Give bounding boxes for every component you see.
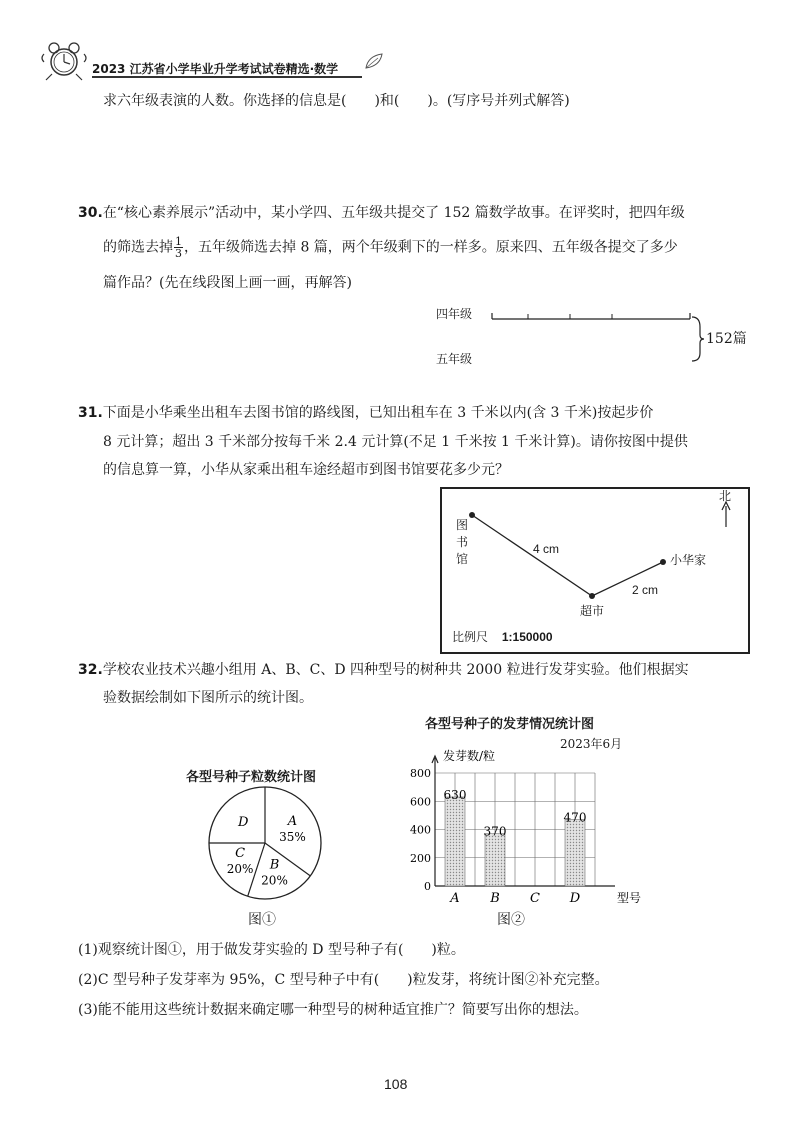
pie-chart — [200, 785, 330, 905]
map-scale-label: 比例尺 — [452, 630, 489, 644]
bar-ytick-label: 200 — [410, 851, 431, 865]
page-number: 108 — [384, 1076, 408, 1092]
total-label: 152篇 — [706, 331, 747, 347]
alarm-clock-icon — [38, 40, 90, 82]
bar-category-label-d: D — [569, 891, 581, 906]
map-distance-library: 4 cm — [533, 542, 560, 556]
bar-category-label-b: B — [490, 891, 500, 906]
segment-diagram — [490, 305, 705, 365]
fraction-one-third: $\frac{1}{3}$ — [175, 235, 182, 260]
q32-line1: 学校农业技术兴趣小组用 A、B、C、D 四种型号的树种共 2000 粒进行发芽实验。他们根据实 — [102, 662, 689, 678]
q32-sub1: (1)观察统计图①，用于做发芽实验的 D 型号种子有( )粒。 — [78, 942, 465, 958]
q32-sub3: (3)能不能用这些统计数据来确定哪一种型号的树种适宜推广？简要写出你的想法。 — [78, 1002, 588, 1018]
pie-slice-d-label: D — [238, 815, 249, 831]
pie-chart-title: 各型号种子粒数统计图 — [186, 770, 317, 785]
header-title: 江苏省小学毕业升学考试试卷精选·数学 — [129, 62, 339, 76]
header-year: 2023 — [92, 62, 126, 76]
bar-ytick-label: 600 — [410, 795, 431, 809]
pie-chart-caption: 图① — [248, 912, 276, 928]
bar-value-label-a: 630 — [443, 788, 467, 803]
pie-slice-a-percent: 35% — [279, 830, 306, 845]
bar-category-label-a: A — [450, 891, 460, 906]
bar-chart-title: 各型号种子的发芽情况统计图 — [425, 717, 595, 732]
map-north-label: 北 — [719, 489, 732, 503]
label-grade5: 五年级 — [436, 352, 473, 366]
pie-slice-c-percent: 20% — [226, 862, 254, 877]
q30-line2-pre: 的筛选去掉 — [103, 239, 173, 256]
pie-slice-a-label: A — [287, 814, 298, 830]
pie-slice-b-label: B — [269, 857, 280, 873]
leaf-icon — [362, 50, 388, 74]
q31-line2: 8 元计算；超出 3 千米部分按每千米 2.4 元计算(不足 1 千米按 1 千米计算)。请你按图中提供 — [103, 434, 688, 450]
header-rule — [92, 76, 362, 78]
total-brace — [692, 317, 704, 361]
bar-chart-subtitle: 2023年6月 — [560, 737, 623, 751]
q32-line2: 验数据绘制如下图所示的统计图。 — [103, 690, 313, 706]
home-point — [660, 559, 666, 565]
q30-line1: 在“核心素养展示”活动中，某小学四、五年级共提交了 152 篇数学故事。在评奖时，把四年级 — [102, 205, 685, 221]
bar-ytick-label: 800 — [410, 767, 431, 780]
bar-chart-caption: 图② — [497, 912, 525, 928]
bar-x-axis-label: 型号 — [617, 891, 642, 905]
map-distance-home: 2 cm — [632, 583, 659, 597]
bar-ytick-label: 0 — [424, 880, 431, 893]
map-home-label: 小华家 — [670, 553, 707, 567]
supermarket-point — [589, 593, 595, 599]
q32-sub2: (2)C 型号种子发芽率为 95%，C 型号种子中有( )粒发芽，将统计图②补充完整。 — [78, 972, 609, 988]
pie-slice-c-label: C — [235, 846, 246, 862]
map-scale-value: 1:150000 — [501, 630, 553, 644]
bar-a — [445, 797, 465, 886]
q30-line2-post: ，五年级筛选去掉 8 篇，两个年级剩下的一样多。原来四、五年级各提交了多少 — [184, 239, 678, 256]
bar-d — [565, 820, 585, 886]
route-map — [440, 487, 750, 654]
bar-value-label-b: 370 — [483, 824, 507, 839]
q31-line1: 下面是小华乘坐出租车去图书馆的路线图，已知出租车在 3 千米以内(含 3 千米)按起步价 — [102, 405, 654, 421]
q31-number: 31. — [78, 405, 103, 421]
bar-value-label-d: 470 — [563, 810, 587, 825]
label-grade4: 四年级 — [436, 307, 473, 321]
q29-tail: 求六年级表演的人数。你选择的信息是( )和( )。(写序号并列式解答) — [103, 93, 570, 109]
q32-number: 32. — [78, 662, 103, 678]
map-library-label: 图书馆 — [456, 518, 469, 566]
pie-slice-b-percent: 20% — [261, 873, 288, 888]
map-supermarket-label: 超市 — [580, 604, 605, 618]
q30-line3: 篇作品？(先在线段图上画一画，再解答) — [103, 275, 352, 291]
q31-line3: 的信息算一算，小华从家乘出租车途经超市到图书馆要花多少元？ — [103, 462, 509, 478]
bar-ytick-label: 400 — [410, 823, 431, 837]
bar-b — [485, 834, 505, 886]
bar-chart — [395, 748, 665, 923]
bar-category-label-c: C — [530, 891, 540, 906]
q30-number: 30. — [78, 205, 103, 221]
bar-y-axis-label: 发芽数/粒 — [443, 749, 496, 763]
